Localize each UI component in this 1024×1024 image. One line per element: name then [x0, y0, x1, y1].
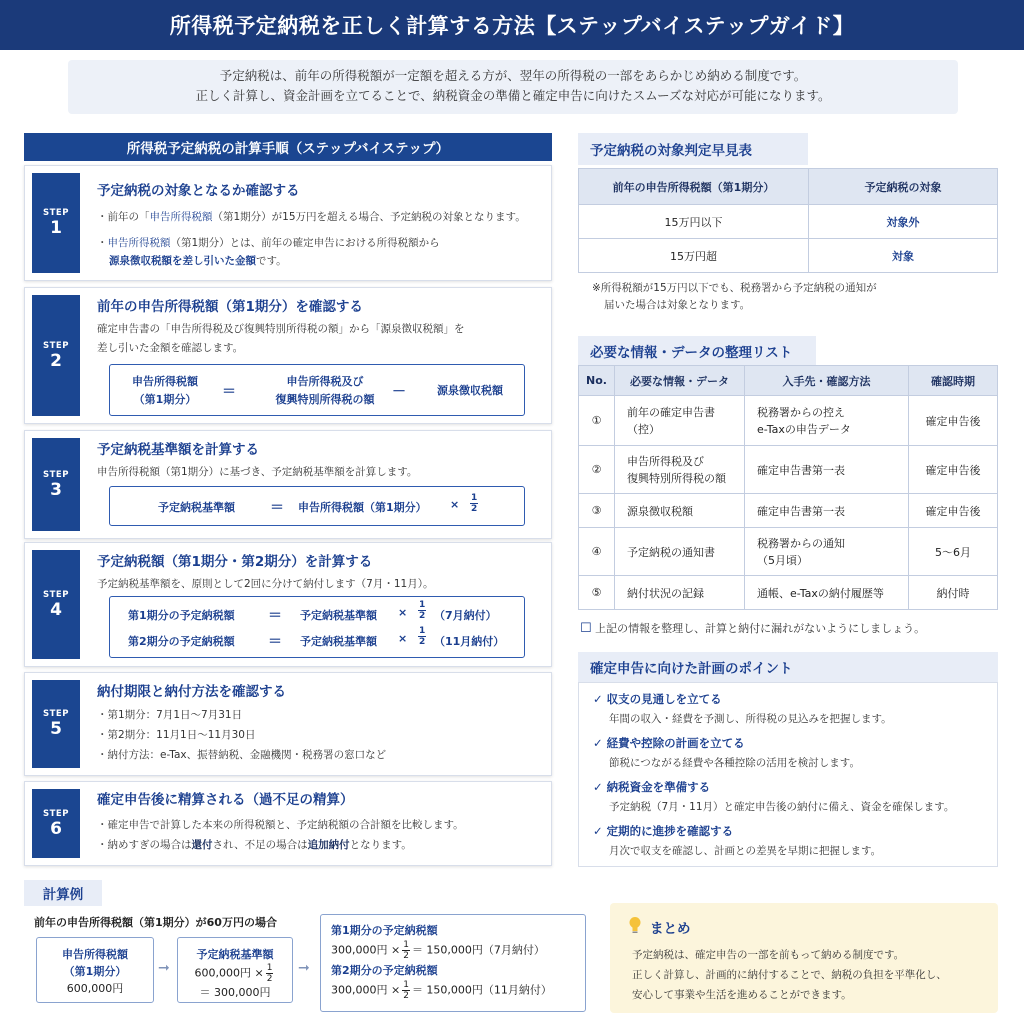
- judge-cell: 15万円以下: [579, 205, 809, 239]
- summary-line: 予定納税は、確定申告の一部を前もって納める制度です。: [632, 949, 905, 961]
- info-source: [745, 396, 909, 446]
- text: 予定納税基準額: [196, 948, 274, 961]
- text: 申告所得税額: [62, 948, 128, 961]
- checkbox-icon: ☐: [580, 621, 592, 636]
- judge-header-target: 予定納税の対象: [809, 169, 998, 205]
- step-3-line-1: 申告所得税額（第1期分）に基づき、予定納税基準額を計算します。: [97, 466, 418, 478]
- step-label: STEP: [43, 808, 69, 819]
- info-no: ⑤: [579, 576, 615, 610]
- text: 300,000円 ×: [331, 983, 401, 997]
- step-number: 5: [50, 719, 62, 739]
- step-1-card: [24, 165, 552, 281]
- judge-note: [592, 280, 877, 314]
- info-timing: 納付時: [909, 576, 998, 610]
- info-header: 入手先・確認方法: [745, 366, 909, 396]
- step-5-title: 納付期限と納付方法を確認する: [97, 684, 286, 700]
- step-2-line-1: 確定申告書の「申告所得税及び復興特別所得税の額」から「源泉徴収税額」を: [97, 323, 465, 335]
- payment-month: （7月納付）: [434, 609, 497, 622]
- text: e-Taxの申告データ: [757, 422, 851, 436]
- step-6-line-2: [97, 837, 412, 852]
- text: 復興特別所得税の額: [627, 471, 726, 485]
- judge-cell: 対象: [809, 239, 998, 273]
- info-no: ①: [579, 396, 615, 446]
- step-5-line-2: ・第2期分：11月1日〜11月30日: [97, 729, 256, 741]
- text: です。: [256, 255, 287, 267]
- step-4-line-1: 予定納税基準額を、原則として2回に分けて納付します（7月・11月）。: [97, 578, 434, 590]
- point-desc: 年間の収入・経費を予測し、所得税の見込みを把握します。: [609, 713, 892, 725]
- page-title: 所得税予定納税を正しく計算する方法【ステップバイステップガイド】: [0, 0, 1024, 50]
- info-no: ②: [579, 446, 615, 494]
- points-title: 確定申告に向けた計画のポイント: [578, 652, 998, 682]
- info-timing: 5〜6月: [909, 528, 998, 576]
- step-6-badge: [32, 789, 80, 858]
- text: 前年の確定申告書: [627, 405, 715, 419]
- value: ＝ 300,000円: [199, 986, 271, 999]
- lightbulb-icon: [628, 916, 642, 934]
- text: ・前年の「: [97, 211, 150, 223]
- fraction-one-half: [402, 980, 410, 1001]
- info-data: 予定納税の通知書: [615, 528, 745, 576]
- text: （第1期分）とは、前年の確定申告における所得税額から: [170, 237, 440, 249]
- value: [331, 940, 575, 961]
- payment-month: （11月納付）: [434, 635, 505, 648]
- times-sign: ×: [450, 498, 460, 511]
- table-row: [579, 446, 998, 494]
- step-2-formula: [109, 364, 525, 416]
- value: [331, 980, 575, 1001]
- arrow-icon: ➞: [298, 960, 310, 976]
- equals-sign: ＝: [270, 500, 284, 516]
- highlight-text: 申告所得税額: [107, 237, 171, 249]
- point-desc: 月次で収支を確認し、計画との差異を早期に把握します。: [609, 845, 882, 857]
- formula-term: 予定納税基準額: [300, 609, 377, 622]
- text: ＝ 150,000円（7月納付）: [411, 943, 545, 957]
- step-2-title: 前年の申告所得税額（第1期分）を確認する: [97, 299, 363, 315]
- text: 第2期分の予定納税額: [331, 964, 438, 977]
- intro-line-2: 正しく計算し、資金計画を立てることで、納税資金の準備と確定申告に向けたスムーズな対応が可能になります。: [195, 88, 831, 103]
- step-5-line-1: ・第1期分：7月1日〜7月31日: [97, 709, 243, 721]
- text: 申告所得税額: [132, 375, 198, 388]
- formula-term: 第2期分の予定納税額: [128, 635, 235, 648]
- step-5-card: [24, 672, 552, 776]
- point-title: [593, 735, 745, 751]
- step-label: STEP: [43, 709, 69, 719]
- points-box: [578, 682, 998, 867]
- info-data: 源泉徴収税額: [615, 494, 745, 528]
- text: 第1期分の予定納税額: [331, 924, 438, 937]
- step-number: 2: [50, 350, 62, 371]
- step-number: 3: [50, 479, 62, 500]
- denominator: 2: [419, 637, 426, 647]
- steps-header: 所得税予定納税の計算手順（ステップバイステップ）: [24, 133, 552, 161]
- check-icon: ✓: [593, 780, 603, 794]
- info-header: No.: [579, 366, 615, 396]
- point-title: [593, 691, 722, 707]
- formula-term: 第1期分の予定納税額: [128, 609, 235, 622]
- info-list-title: 必要な情報・データの整理リスト: [578, 336, 816, 366]
- fraction-one-half: [402, 940, 410, 961]
- table-row: [579, 396, 998, 446]
- step-3-title: 予定納税基準額を計算する: [97, 442, 259, 458]
- info-data: [615, 446, 745, 494]
- formula-term: 源泉徴収税額: [437, 384, 503, 397]
- text: （第1期分）: [63, 965, 127, 978]
- equals-sign: ＝: [268, 634, 282, 650]
- formula-term: 予定納税基準額: [158, 501, 235, 514]
- check-icon: ✓: [593, 692, 603, 706]
- step-5-badge: [32, 680, 80, 768]
- info-data: 納付状況の記録: [615, 576, 745, 610]
- intro-line-1: 予定納税は、前年の所得税額が一定額を超える方が、翌年の所得税の一部をあらかじめ納める制度です。: [219, 68, 807, 83]
- calc-example-caption: 前年の申告所得税額（第1期分）が60万円の場合: [34, 916, 277, 929]
- info-source: [745, 528, 909, 576]
- check-icon: ✓: [593, 824, 603, 838]
- text: 税務署からの通知: [757, 536, 845, 550]
- info-data: [615, 396, 745, 446]
- numerator: 1: [266, 963, 273, 973]
- text: 税務署からの控え: [757, 405, 845, 419]
- step-4-title: 予定納税額（第1期分・第2期分）を計算する: [97, 554, 373, 570]
- text: （第1期分）: [133, 393, 197, 406]
- text: 納税資金を準備する: [606, 780, 711, 794]
- step-2-line-2: 差し引いた金額を確認します。: [97, 342, 244, 354]
- step-2-badge: [32, 295, 80, 416]
- step-4-badge: [32, 550, 80, 659]
- judge-header-income: 前年の申告所得税額（第1期分）: [579, 169, 809, 205]
- step-3-formula: [109, 486, 525, 526]
- note-line: ※所得税額が15万円以下でも、税務署から予定納税の通知が: [592, 282, 877, 294]
- denominator: 2: [419, 611, 426, 621]
- judge-cell: 対象外: [809, 205, 998, 239]
- judge-cell: 15万円超: [579, 239, 809, 273]
- denominator: 2: [403, 991, 409, 1001]
- step-label: STEP: [43, 208, 69, 218]
- numerator: 1: [403, 980, 409, 990]
- info-timing: 確定申告後: [909, 396, 998, 446]
- summary-title: まとめ: [650, 921, 691, 937]
- text: となります。: [349, 839, 412, 851]
- value: 600,000円: [66, 982, 124, 995]
- formula-term: [110, 373, 220, 409]
- formula-term: 予定納税基準額: [300, 635, 377, 648]
- summary-line: 安心して事業や生活を進めることができます。: [632, 989, 852, 1001]
- step-1-badge: [32, 173, 80, 273]
- judge-table-title: 予定納税の対象判定早見表: [578, 133, 808, 165]
- step-6-title: 確定申告後に精算される（過不足の精算）: [97, 792, 354, 808]
- step-4-formula: [109, 596, 525, 658]
- numerator: 1: [403, 940, 409, 950]
- text: 申告所得税及び: [286, 375, 364, 388]
- formula-term: 申告所得税額（第1期分）: [298, 501, 427, 514]
- text: （第1期分）が15万円を超える場合、予定納税の対象となります。: [212, 211, 526, 223]
- step-1-line-3: [109, 253, 287, 268]
- point-desc: 予定納税（7月・11月）と確定申告後の納付に備え、資金を確保します。: [609, 801, 955, 813]
- summary-line: 正しく計算し、計画的に納付することで、納税の負担を平準化し、: [632, 969, 947, 981]
- step-2-card: [24, 287, 552, 424]
- equals-sign: ＝: [222, 384, 236, 400]
- summary-box: [610, 903, 998, 1013]
- table-row: [579, 494, 998, 528]
- step-6-line-1: ・確定申告で計算した本来の所得税額と、予定納税額の合計額を比較します。: [97, 819, 464, 831]
- numerator: 1: [471, 493, 478, 503]
- point-title: [593, 779, 710, 795]
- step-4-card: [24, 542, 552, 667]
- text: ・: [97, 237, 108, 249]
- calc-box-base: [177, 937, 293, 1003]
- table-row: [579, 528, 998, 576]
- info-timing: 確定申告後: [909, 494, 998, 528]
- step-1-title: 予定納税の対象となるか確認する: [97, 183, 300, 199]
- equals-sign: ＝: [268, 608, 282, 624]
- info-source: 確定申告書第一表: [745, 446, 909, 494]
- info-timing: 確定申告後: [909, 446, 998, 494]
- point-desc: 節税につながる経費や各種控除の活用を検討します。: [609, 757, 860, 769]
- text: 経費や控除の計画を立てる: [606, 736, 745, 750]
- step-3-card: [24, 430, 552, 539]
- check-icon: ✓: [593, 736, 603, 750]
- calc-box-income: [36, 937, 154, 1003]
- additional-payment-text: 追加納付: [307, 839, 350, 851]
- checklist-note: [580, 620, 925, 637]
- step-number: 4: [50, 599, 62, 620]
- denominator: 2: [403, 951, 409, 961]
- step-1-line-2: [97, 235, 440, 250]
- step-label: STEP: [43, 589, 69, 600]
- text: ＝ 150,000円（11月納付）: [411, 983, 552, 997]
- info-no: ④: [579, 528, 615, 576]
- info-header: 必要な情報・データ: [615, 366, 745, 396]
- highlight-text: 申告所得税額: [149, 211, 213, 223]
- times-sign: ×: [398, 632, 408, 645]
- info-no: ③: [579, 494, 615, 528]
- calc-box-installments: [320, 914, 586, 1012]
- point-title: [593, 823, 733, 839]
- text: （控）: [627, 422, 660, 436]
- fraction-one-half: [418, 600, 426, 621]
- formula-term: [250, 373, 400, 409]
- text: 復興特別所得税の額: [275, 393, 375, 406]
- info-table: [578, 365, 998, 610]
- step-3-badge: [32, 438, 80, 531]
- table-row: [579, 576, 998, 610]
- text: 600,000円 ×: [194, 966, 264, 980]
- step-label: STEP: [43, 340, 69, 351]
- info-source: 確定申告書第一表: [745, 494, 909, 528]
- highlight-text: 源泉徴収税額を差し引いた金額: [109, 255, 256, 267]
- times-sign: ×: [398, 606, 408, 619]
- text: 定期的に進捗を確認する: [606, 824, 734, 838]
- refund-text: 還付: [191, 839, 213, 851]
- denominator: 2: [266, 974, 273, 984]
- note-line: 届いた場合は対象となります。: [604, 299, 751, 311]
- fraction-one-half: [266, 963, 274, 984]
- text: 上記の情報を整理し、計算と納付に漏れがないようにしましょう。: [595, 622, 926, 635]
- step-number: 1: [50, 218, 62, 238]
- value: [178, 963, 292, 984]
- judge-table: [578, 168, 998, 273]
- text: され、不足の場合は: [212, 839, 308, 851]
- minus-sign: －: [392, 384, 406, 400]
- step-5-line-3: ・納付方法：e-Tax、振替納税、金融機関・税務署の窓口など: [97, 749, 387, 761]
- step-number: 6: [50, 818, 62, 839]
- fraction-one-half: [470, 493, 478, 514]
- step-6-card: [24, 781, 552, 866]
- intro-box: [68, 60, 958, 114]
- step-label: STEP: [43, 469, 69, 480]
- text: 収支の見通しを立てる: [606, 692, 722, 706]
- numerator: 1: [419, 626, 426, 636]
- info-source: 通帳、e-Taxの納付履歴等: [745, 576, 909, 610]
- calc-example-title: 計算例: [24, 880, 102, 906]
- summary-text: [632, 945, 947, 1005]
- denominator: 2: [471, 504, 478, 514]
- text: 300,000円 ×: [331, 943, 401, 957]
- numerator: 1: [419, 600, 426, 610]
- info-header: 確認時期: [909, 366, 998, 396]
- text: 申告所得税及び: [627, 454, 704, 468]
- text: （5月頃）: [757, 553, 808, 567]
- arrow-icon: ➞: [158, 960, 170, 976]
- text: ・納めすぎの場合は: [97, 839, 192, 851]
- fraction-one-half: [418, 626, 426, 647]
- step-1-line-1: [97, 209, 526, 224]
